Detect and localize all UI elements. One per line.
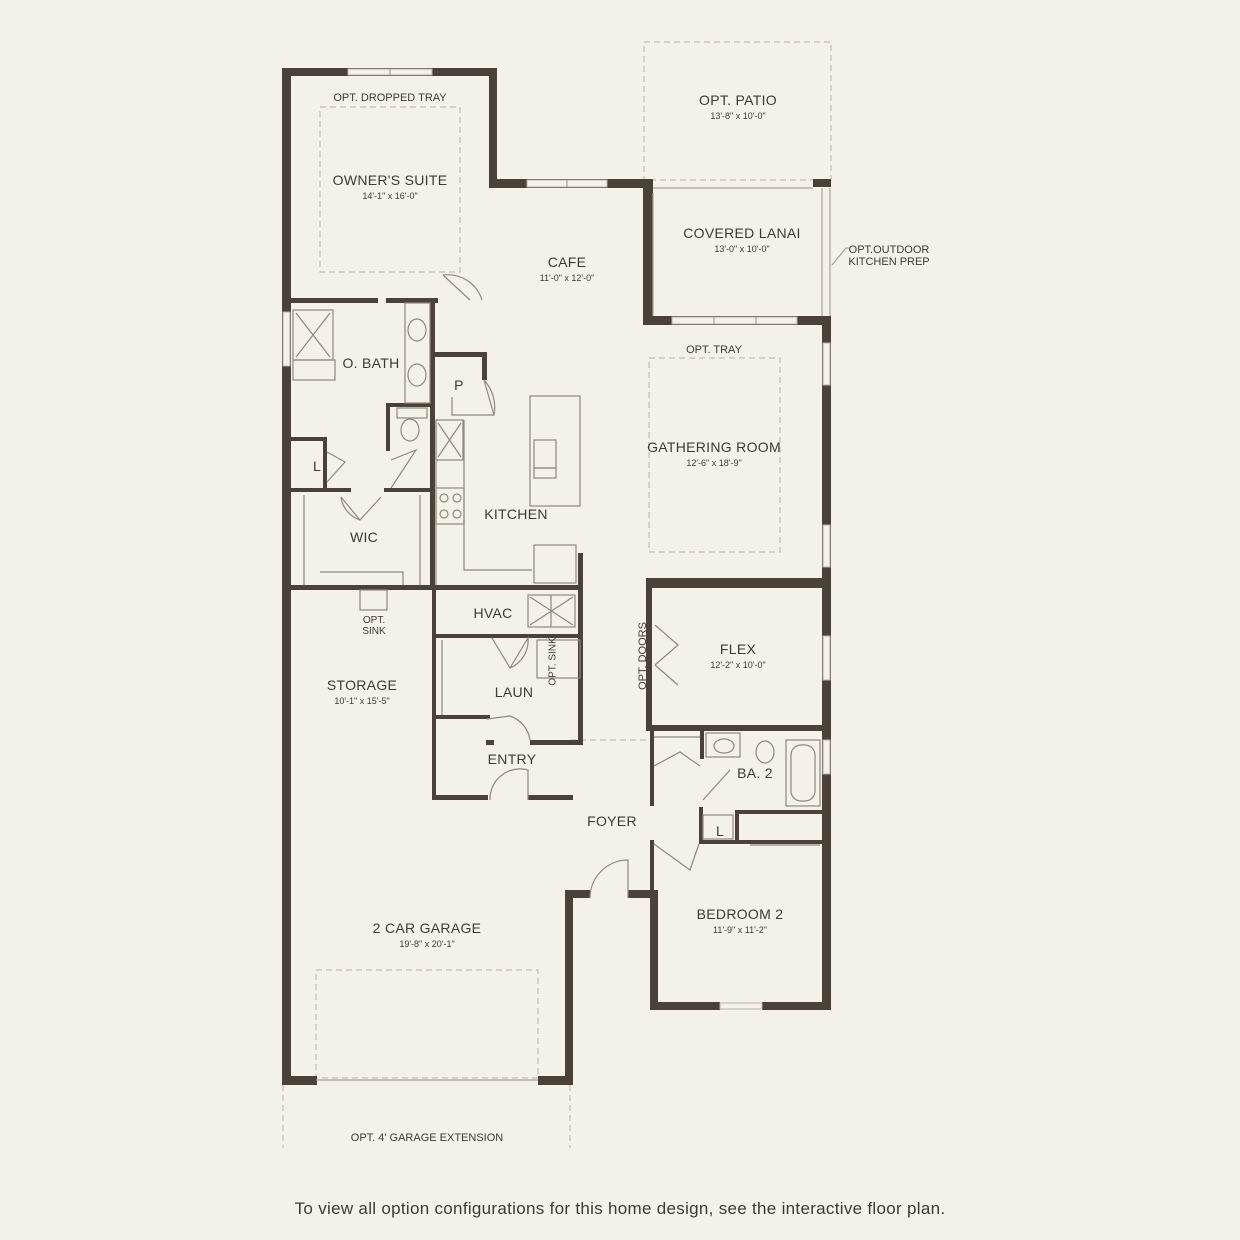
hvac-label: HVAC [473,605,513,621]
kitchen-label: KITCHEN [484,506,548,522]
outdoor-kitchen-note-line1: OPT.OUTDOOR [848,244,930,256]
flex-name: FLEX [719,641,757,657]
cafe-dims: 11'-0" x 12'-0" [539,273,595,283]
owners-suite-label [333,172,448,201]
covered-lanai-dims: 13'-0" x 10'-0" [714,244,770,254]
garage-dims: 19'-8" x 20'-1" [399,939,455,949]
opt-sink-1-line2: SINK [362,626,386,637]
owners-suite-tray-note [333,92,446,104]
fixtures [293,303,820,845]
opt-sink-2-label: OPT. SINK [547,637,559,686]
garage-name: 2 CAR GARAGE [372,920,482,936]
gathering-tray-note-text: OPT. TRAY [686,344,742,356]
flex-dims: 12'-2" x 10'-0" [710,660,766,670]
gathering-room-label [647,439,781,468]
wic-label: WIC [349,529,379,545]
cafe-name: CAFE [547,254,587,270]
garage-extension-note: OPT. 4' GARAGE EXTENSION [350,1132,504,1144]
opt-patio-dims: 13'-8" x 10'-0" [710,111,766,121]
o-bath-label: O. BATH [342,355,400,371]
opt-sink-1-line1: OPT. [362,615,386,626]
owners-suite-tray-note-text: OPT. DROPPED TRAY [333,92,447,104]
linen-closet-2-label: L [715,823,725,839]
outdoor-kitchen-leader-line [832,248,850,265]
owners-suite-name: OWNER'S SUITE [332,172,448,188]
foyer-label: FOYER [587,813,637,829]
gathering-tray-note [686,344,742,356]
opt-sink-1-label [362,615,385,637]
cafe-label [540,254,595,283]
ba2-label: BA. 2 [737,765,773,781]
outdoor-kitchen-note [848,244,929,268]
laun-label: LAUN [494,684,534,700]
entry-label: ENTRY [487,751,537,767]
outdoor-kitchen-note-line2: KITCHEN PREP [848,256,930,268]
gathering-room-dims: 12'-6" x 18'-9" [686,458,742,468]
opt-patio-name: OPT. PATIO [699,92,777,108]
linen-closet-1-label: L [312,458,322,474]
covered-lanai-name: COVERED LANAI [683,225,801,241]
bedroom2-label [697,906,784,935]
covered-lanai-label [683,225,801,254]
bedroom2-name: BEDROOM 2 [696,906,784,922]
owners-suite-dims: 14'-1" x 16'-0" [362,191,418,201]
pantry-label: P [454,377,464,393]
storage-dims: 10'-1" x 15'-5" [334,696,390,706]
garage-label [373,920,482,949]
bedroom2-dims: 11'-9" x 11'-2" [712,925,768,935]
storage-label [327,677,397,706]
storage-name: STORAGE [326,677,398,693]
opt-patio-label [699,92,777,121]
opt-doors-label: OPT. DOORS [637,622,649,690]
gathering-room-name: GATHERING ROOM [647,439,781,455]
footer-note: To view all option configurations for this home design, see the interactive floor plan. [294,1199,946,1218]
flex-label [710,641,765,670]
